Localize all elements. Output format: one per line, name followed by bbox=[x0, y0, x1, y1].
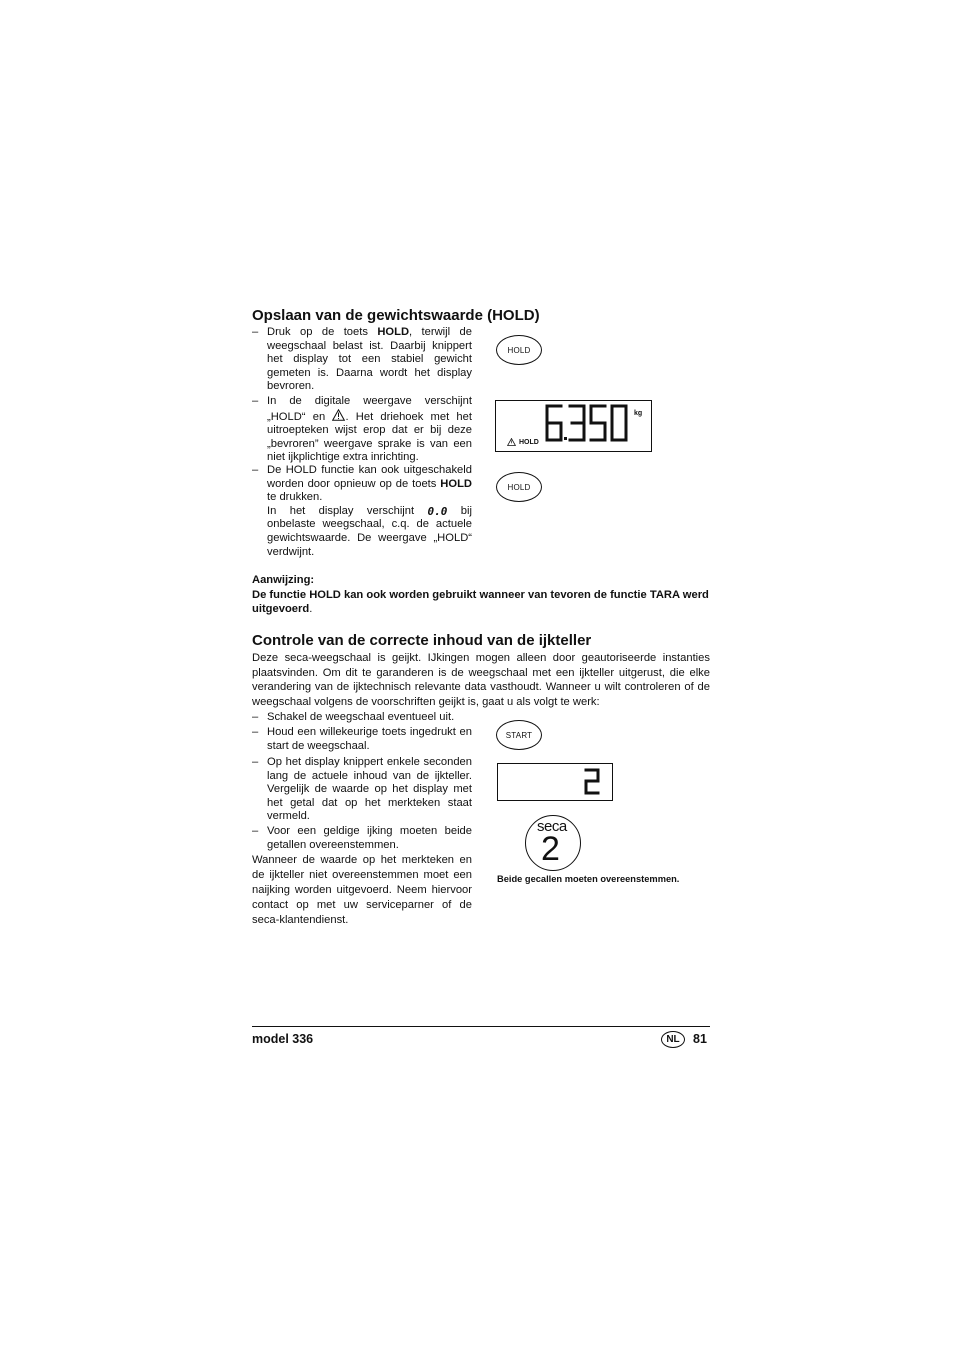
list-item bbox=[252, 326, 472, 394]
bullet-dash: – bbox=[252, 756, 259, 768]
note-period: . bbox=[309, 602, 313, 615]
page-number: 81 bbox=[693, 1032, 707, 1046]
calibration-counter-number: 2 bbox=[541, 830, 560, 868]
zero-display-glyph: 0.0 bbox=[427, 504, 448, 518]
list-item bbox=[252, 825, 472, 852]
bullet-dash: – bbox=[252, 326, 259, 338]
note-body: De functie HOLD kan ook worden gebruikt wanneer van tevoren de functie TARA werd uitgevoerd bbox=[252, 589, 709, 615]
language-badge bbox=[661, 1031, 685, 1048]
seca-logo: seca bbox=[537, 818, 567, 835]
text-fragment: In het display verschijnt bbox=[267, 504, 428, 517]
footer-model: model 336 bbox=[252, 1032, 314, 1046]
closing-paragraph: Wanneer de waarde op het merkteken en de ijkteller niet overeenstemmen moet een naijking worden uitgevoerd. Neem hiervoor contact op met uw serviceparner of de seca-klantendienst. bbox=[252, 854, 472, 926]
hold-button-label: HOLD bbox=[507, 482, 531, 492]
section-title-ijkteller: Controle van de correcte inhoud van de ijkteller bbox=[252, 632, 592, 649]
text-fragment: , terwijl de weegschaal belast ist. Daarbij knippert het display tot een stabiel gewicht gemeten is. Daarna wordt het display bevroren. bbox=[267, 326, 472, 393]
figure-caption: Beide gecallen moeten overeenstemmen. bbox=[497, 874, 680, 884]
hold-button-label: HOLD bbox=[507, 345, 531, 355]
list-item bbox=[252, 464, 472, 559]
text-fragment: Druk op de toets bbox=[267, 326, 378, 338]
start-button[interactable] bbox=[496, 720, 542, 750]
start-button-label: START bbox=[505, 730, 533, 740]
text-fragment: te drukken. bbox=[267, 491, 323, 504]
language-code: NL bbox=[666, 1034, 680, 1045]
seca-calibration-mark bbox=[525, 815, 581, 871]
list-item bbox=[252, 756, 472, 824]
hold-button[interactable] bbox=[496, 472, 542, 502]
text-fragment: De HOLD functie kan ook uitgeschakeld worden door opnieuw op de toets bbox=[267, 464, 472, 490]
lcd-display-hold bbox=[495, 400, 652, 452]
text-fragment: . Het driehoek met het uitroepteken wijst erop dat er bij deze „bevroren” weergave sprake is van een niet ijkplichtige extra inrichting. bbox=[267, 410, 472, 464]
weight-unit: kg bbox=[634, 410, 643, 417]
section-title-hold: Opslaan van de gewichtswaarde (HOLD) bbox=[252, 307, 540, 324]
list-item bbox=[252, 711, 472, 725]
text-fragment: bij onbelaste weegschaal, c.q. de actuele gewichtswaarde. De weergave „HOLD“ verdwijnt. bbox=[267, 504, 472, 558]
list-item bbox=[252, 395, 472, 465]
seven-segment-counter-readout bbox=[498, 764, 612, 800]
lcd-display-ijkteller bbox=[497, 763, 613, 801]
list-item bbox=[252, 726, 472, 753]
note-text bbox=[252, 589, 712, 616]
bullet-dash: – bbox=[252, 395, 259, 407]
warning-triangle-icon bbox=[507, 438, 516, 446]
hold-key-name: HOLD bbox=[440, 477, 472, 490]
list-item-text: Houd een willekeurige toets ingedrukt en start de weegschaal. bbox=[267, 726, 472, 752]
text-fragment: In de digitale weergave verschijnt „HOLD“ en bbox=[267, 395, 472, 423]
note-label: Aanwijzing: bbox=[252, 574, 315, 586]
intro-paragraph: Deze seca-weegschaal is geijkt. IJkingen mogen alleen door geautoriseerde instanties plaatsvinden. Om dit te garanderen is de weegschaal met een ijkteller uitgerust, die elke verandering van de ijktechnisch relevante data vasthoudt. Wanneer u wilt controleren of de weegschaal volgens de voorschriften geijkt is, gaat u als volgt te werk: bbox=[252, 652, 710, 708]
bullet-dash: – bbox=[252, 726, 259, 738]
list-item-text: Voor een geldige ijking moeten beide getallen overeenstemmen. bbox=[267, 825, 472, 851]
hold-indicator: HOLD bbox=[519, 439, 539, 446]
hold-button[interactable] bbox=[496, 335, 542, 365]
hold-key-name: HOLD bbox=[377, 326, 410, 338]
list-item-text: Schakel de weegschaal eventueel uit. bbox=[267, 711, 455, 723]
footer-rule bbox=[252, 1026, 710, 1027]
list-item-text: Op het display knippert enkele seconden lang de actuele inhoud van de ijkteller. Vergelijk de waarde op het display met het getal dat op het merkteken staat vermeld. bbox=[267, 756, 472, 823]
bullet-dash: – bbox=[252, 464, 259, 476]
warning-triangle-icon bbox=[332, 409, 345, 421]
bullet-dash: – bbox=[252, 825, 259, 837]
bullet-dash: – bbox=[252, 711, 259, 723]
